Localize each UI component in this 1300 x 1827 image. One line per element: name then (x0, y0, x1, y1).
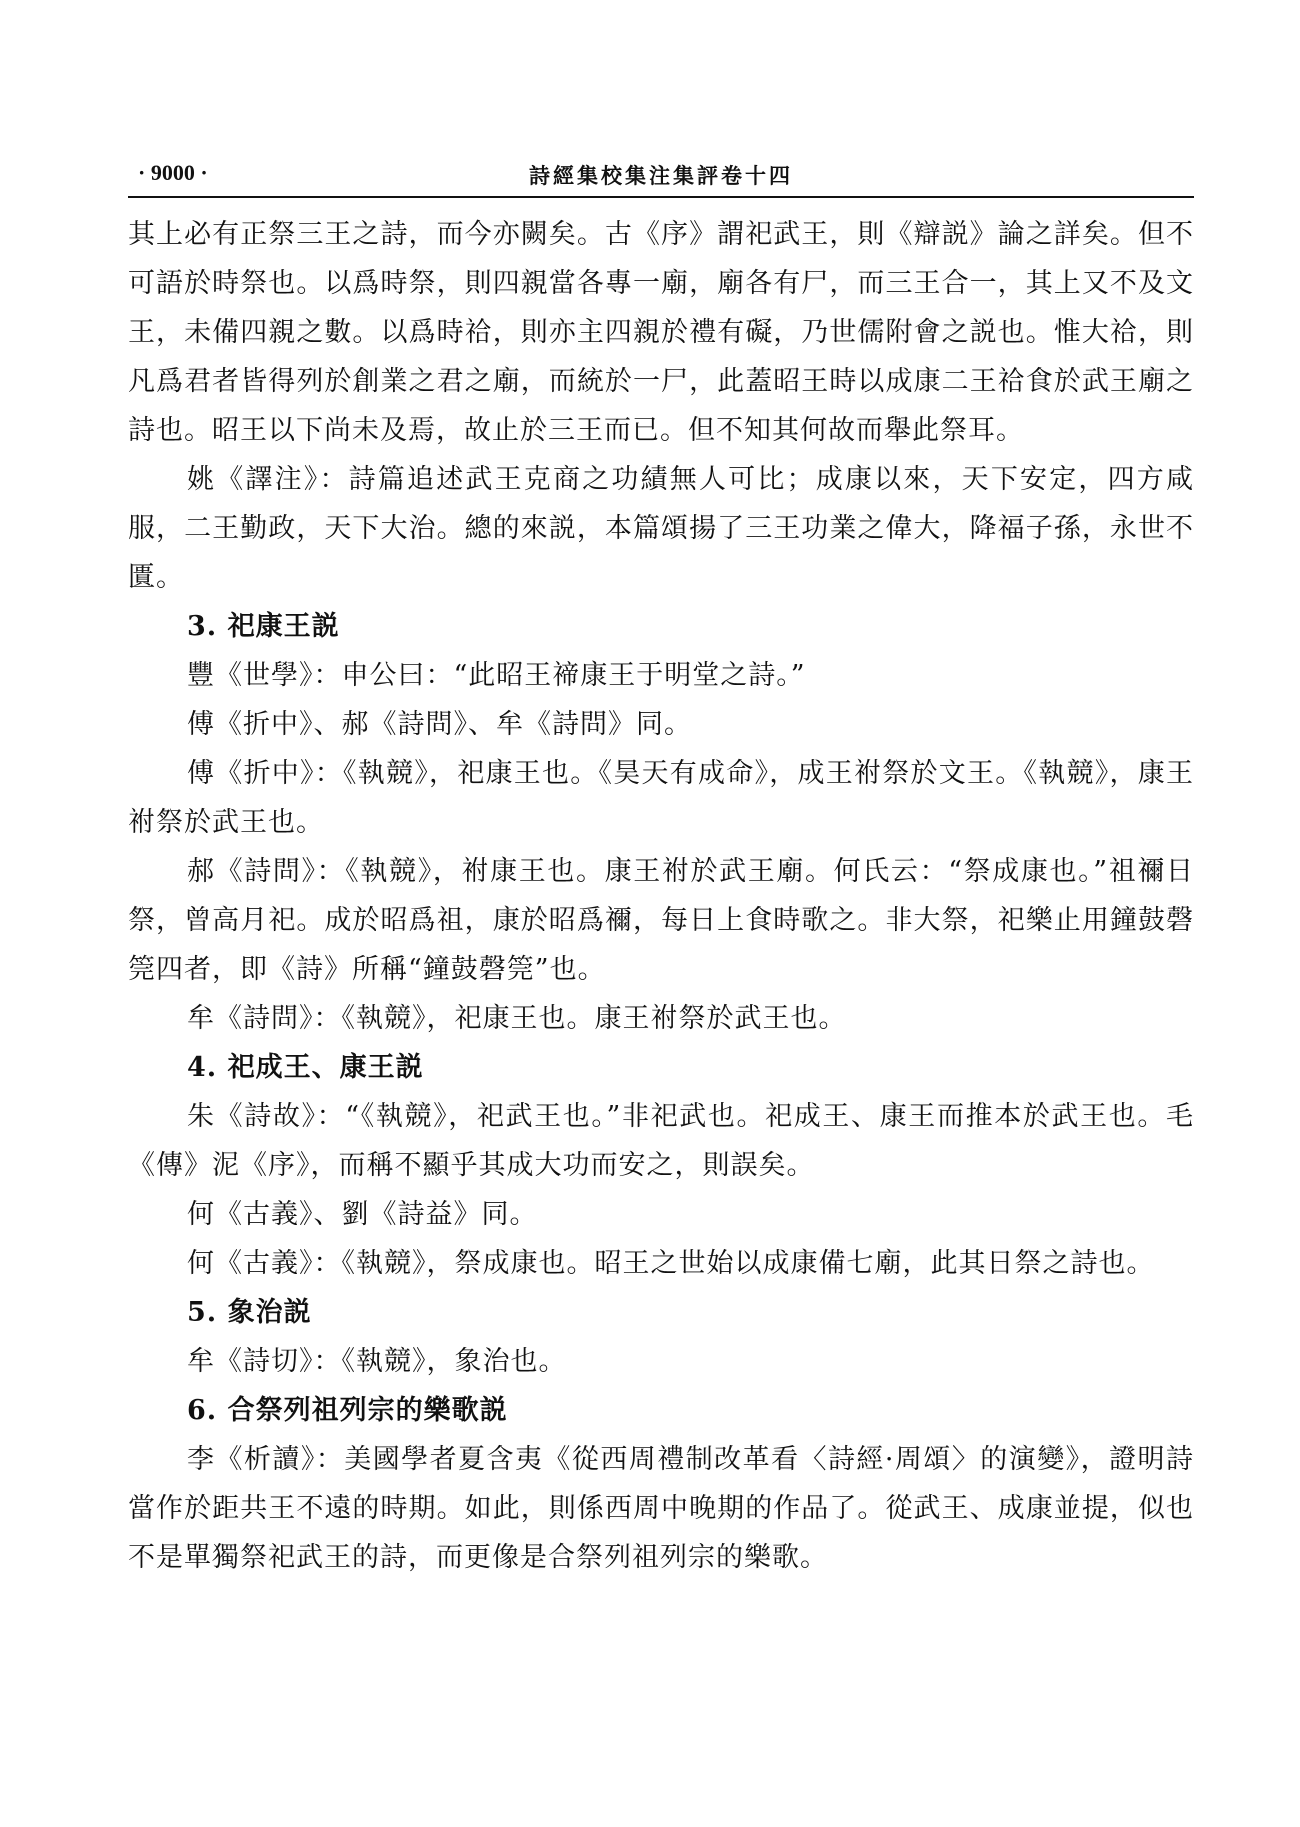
header-rule (128, 196, 1194, 198)
section-heading: 3. 祀康王説 (187, 611, 340, 642)
running-title: 詩經集校集注集評卷十四 (529, 163, 793, 188)
body-text (128, 210, 1194, 1582)
page-number: · 9000 · (138, 160, 208, 185)
paragraph: 何《古義》、劉《詩益》同。 (187, 1199, 538, 1230)
section-heading: 5. 象治説 (187, 1297, 312, 1328)
paragraph: 朱《詩故》：“《執競》，祀武王也。”非祀武也。祀成王、康王而推本於武王也。毛《傳》泥《序》，而稱不顯乎其成大功而安之，則誤矣。 (128, 1101, 1194, 1181)
paragraph: 牟《詩問》：《執競》，祀康王也。康王祔祭於武王也。 (187, 1003, 847, 1034)
paragraph: 何《古義》：《執競》，祭成康也。昭王之世始以成康備七廟，此其日祭之詩也。 (187, 1248, 1155, 1279)
section-heading: 6. 合祭列祖列宗的樂歌説 (187, 1395, 508, 1426)
paragraph-continuation: 其上必有正祭三王之詩，而今亦闕矣。古《序》謂祀武王，則《辯説》論之詳矣。但不可語於時祭也。以爲時祭，則四親當各專一廟，廟各有尸，而三王合一，其上又不及文王，未備四親之數。以爲時祫，則亦主四親於禮有礙，乃世儒附會之説也。惟大祫，則凡爲君者皆得列於創業之君之廟，而統於一尸，此蓋昭王時以成康二王祫食於武王廟之詩也。昭王以下尚未及焉，故止於三王而已。但不知其何故而舉此祭耳。 (128, 219, 1194, 446)
section-heading: 4. 祀成王、康王説 (187, 1052, 424, 1083)
page-header (128, 158, 1194, 198)
paragraph: 李《析讀》：美國學者夏含夷《從西周禮制改革看〈詩經·周頌〉的演變》，證明詩當作於距共王不遠的時期。如此，則係西周中晚期的作品了。從武王、成康並提，似也不是單獨祭祀武王的詩，而更像是合祭列祖列宗的樂歌。 (128, 1444, 1194, 1573)
paragraph: 豐《世學》：申公曰：“此昭王禘康王于明堂之詩。” (187, 660, 806, 691)
paragraph: 傅《折中》：《執競》，祀康王也。《昊天有成命》，成王祔祭於文王。《執競》，康王祔祭於武王也。 (128, 758, 1194, 838)
paragraph: 姚《譯注》：詩篇追述武王克商之功績無人可比；成康以來，天下安定，四方咸服，二王勤政，天下大治。總的來説，本篇頌揚了三王功業之偉大，降福子孫，永世不匱。 (128, 464, 1194, 593)
paragraph: 傅《折中》、郝《詩問》、牟《詩問》同。 (187, 709, 692, 740)
paragraph: 郝《詩問》：《執競》，祔康王也。康王祔於武王廟。何氏云：“祭成康也。”祖禰日祭，曾高月祀。成於昭爲祖，康於昭爲禰，每日上食時歌之。非大祭，祀樂止用鐘鼓磬筦四者，即《詩》所稱“鐘鼓磬筦”也。 (128, 856, 1194, 985)
paragraph: 牟《詩切》：《執競》，象治也。 (187, 1346, 567, 1377)
